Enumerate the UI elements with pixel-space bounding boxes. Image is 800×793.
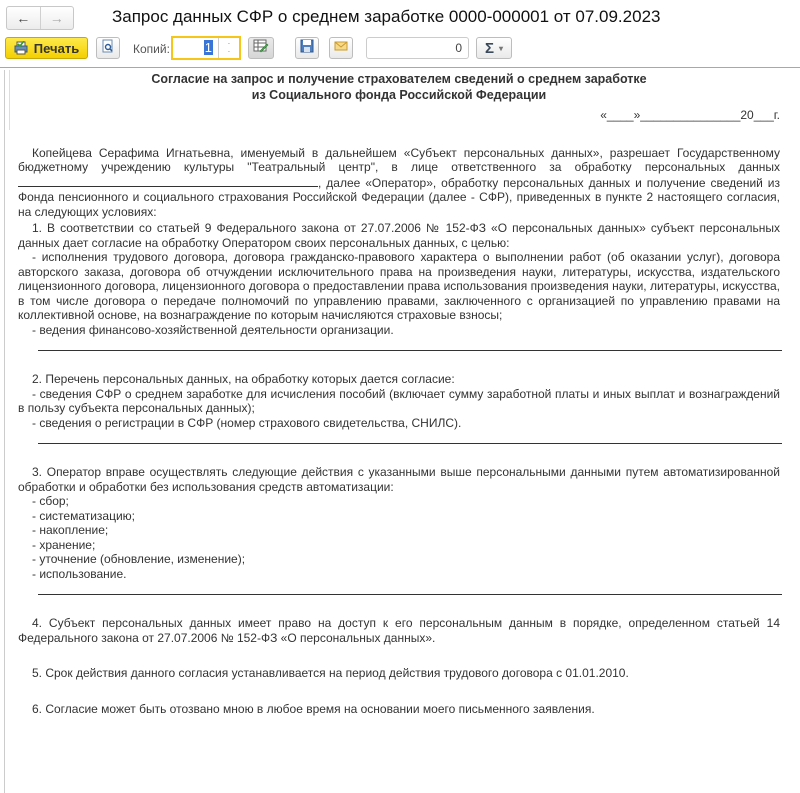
section-1-item-1: - исполнения трудового договора, договора гражданско-правового характера о выполнении работ (об оказании услуг), договора авторского заказа, договора об отчуждении исключительного права на произведения науки, литературы, искусства, издательского лицензионного договора, лицензионного договора о предоставлении права использования произведения науки, литературы, искусства, в том числе договора о передаче полномочий по управлению правами, заключенного с организацией по управлению правами на коллективной основе, на вознаграждение по которым начисляются страховые взносы; [18, 250, 780, 322]
intro-part-2: , далее «Оператор», обработку персональных данных и получение сведений из Фонда пенсионного и социального страхования Российской Федерации (далее - СФР), приведенных в пункте 2 настоящего согласия, на следующих условиях: [18, 175, 780, 219]
save-button[interactable] [295, 37, 319, 59]
responsible-person-blank [18, 175, 318, 187]
sum-field[interactable]: 0 [366, 37, 469, 59]
preview-icon [101, 39, 115, 58]
edit-mode-button[interactable] [248, 37, 274, 59]
section-1-text: 1. В соответствии со статьей 9 Федерального закона от 27.07.2006 № 152-ФЗ «О персональных данных» субъект персональных данных дает согласие на обработку Оператором своих персональных данных, с целью: [18, 221, 780, 250]
section-2-item-2: - сведения о регистрации в СФР (номер страхового свидетельства, СНИЛС). [32, 415, 462, 430]
section-1-item-2: - ведения финансово-хозяйственной деятельности организации. [32, 322, 394, 337]
navigation-buttons [6, 6, 74, 30]
section-2-item-1: - сведения СФР о среднем заработке для исчисления пособий (включает сумму заработной платы и иных выплат и вознаграждений в пользу субъекта персональных данных); [18, 386, 780, 415]
copies-spinner[interactable] [218, 38, 239, 58]
section-3-item: - использование. [32, 566, 127, 581]
copies-input[interactable] [171, 36, 241, 60]
section-3-item: - хранение; [32, 537, 96, 552]
date-line: «____»_______________20___г. [600, 108, 780, 122]
toolbar-separator [0, 67, 800, 68]
preview-button[interactable] [96, 37, 120, 59]
sum-button[interactable] [476, 37, 512, 59]
intro-part-1: Копейцева Серафима Игнатьевна, именуемый в дальнейшем «Субъект персональных данных», разрешает Государственному бюджетному учреждению культуры "Театральный центр", в лице ответственного за обработку персональных данных [18, 145, 780, 174]
section-2-text: 2. Перечень персональных данных, на обработку которых дается согласие: [32, 372, 455, 386]
copies-label: Копий: [133, 42, 170, 56]
section-3-item: - сбор; [32, 494, 69, 508]
window-title: Запрос данных СФР о среднем заработке 0000-000001 от 07.09.2023 [112, 7, 661, 26]
print-label: Печать [33, 40, 80, 56]
document-content [18, 70, 780, 716]
intro-paragraph [18, 146, 780, 220]
toolbar [0, 35, 800, 63]
section-3-item: - систематизацию; [32, 508, 136, 523]
copies-value: 1 [204, 40, 212, 55]
row-marker [5, 70, 10, 130]
floppy-disk-icon [300, 39, 314, 58]
title-bar [0, 0, 800, 34]
section-3-text: 3. Оператор вправе осуществлять следующие действия с указанными выше персональными данными путем автоматизированной обработки и обработки без использования средств автоматизации: [18, 465, 780, 494]
spin-up-icon[interactable]: · [227, 39, 231, 48]
section-4-text: 4. Субъект персональных данных имеет право на доступ к его персональным данным в порядке, определенном статьей 14 Федерального закона от 27.07.2006 № 152-ФЗ «О персональных данных». [18, 616, 780, 645]
section-5-text: 5. Срок действия данного согласия устанавливается на период действия трудового договора с 01.01.2010. [32, 666, 629, 680]
document-heading [18, 71, 780, 103]
sigma-icon: Σ [484, 39, 494, 57]
back-arrow-icon[interactable]: ← [16, 10, 31, 26]
printer-icon [14, 41, 28, 55]
heading-line-2: из Социального фонда Российской Федерации [251, 88, 547, 102]
heading-line-1: Согласие на запрос и получение страхователем сведений о среднем заработке [151, 72, 647, 86]
section-3-item: - накопление; [32, 523, 109, 537]
section-6-text: 6. Согласие может быть отозвано мною в любое время на основании моего письменного заявления. [32, 701, 595, 716]
print-button[interactable] [5, 37, 88, 59]
spin-down-icon[interactable]: · [227, 47, 231, 56]
table-edit-icon [253, 39, 269, 58]
dropdown-arrow-icon: ▾ [499, 43, 504, 53]
envelope-icon [334, 39, 348, 57]
email-button[interactable] [329, 37, 353, 59]
forward-arrow-icon[interactable]: → [40, 7, 74, 29]
section-3-item: - уточнение (обновление, изменение); [32, 552, 246, 566]
document-area[interactable] [4, 70, 800, 793]
